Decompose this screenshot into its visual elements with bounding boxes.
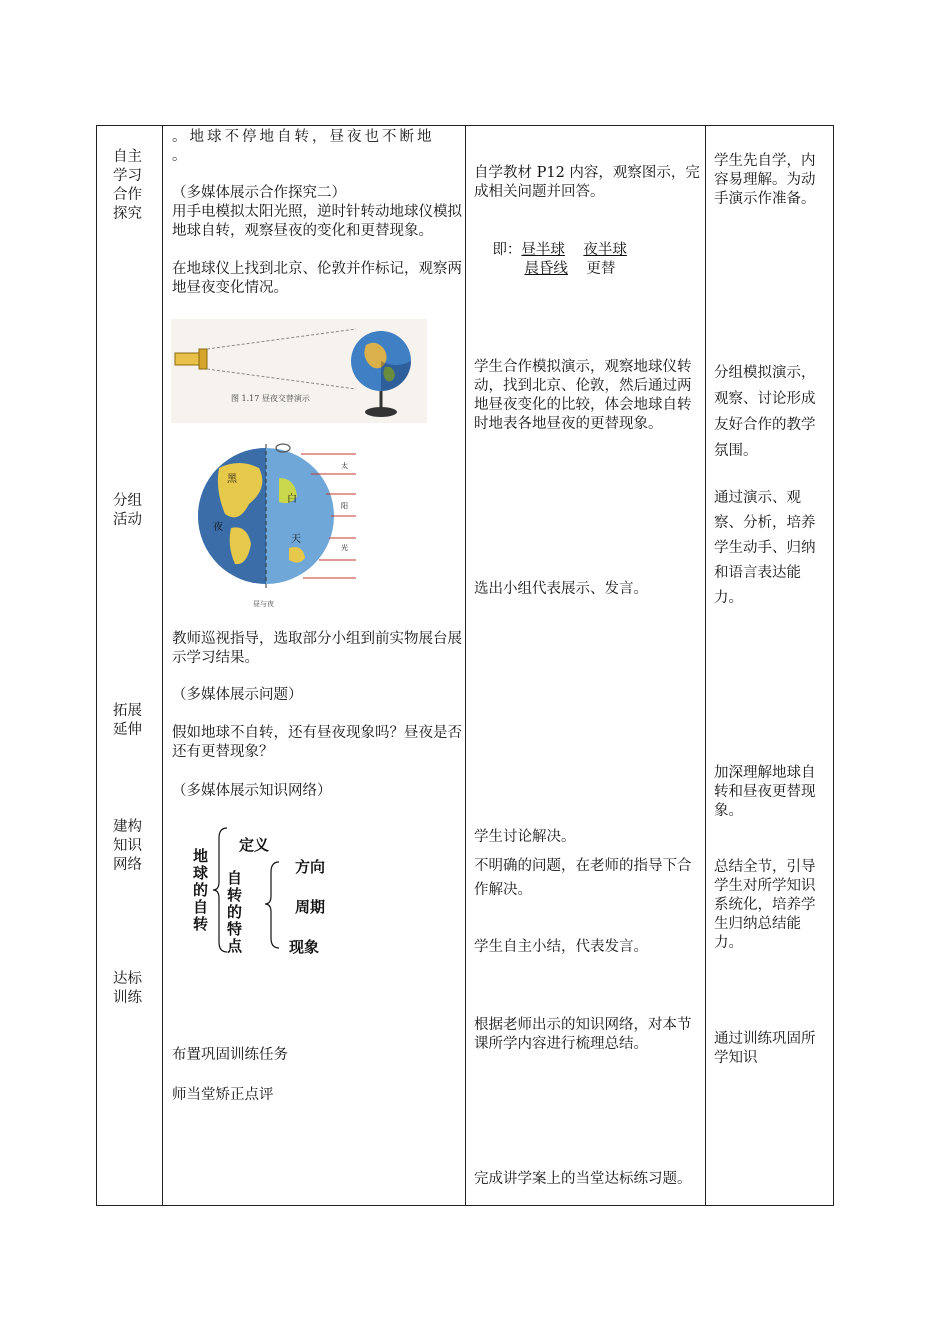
hemisphere-illustration bbox=[191, 438, 361, 610]
label-light: 光 bbox=[341, 544, 348, 552]
stage-extension: 拓展 延伸 bbox=[113, 703, 142, 738]
text-discussion: 学生讨论解决。 bbox=[474, 829, 576, 845]
figure-caption: 图 1.17 昼夜交替演示 bbox=[231, 394, 310, 403]
day-night-demo-figure bbox=[171, 319, 427, 423]
intent-skills: 通过演示、观察、分析，培养学生动手、归纳和语言表达能力。 bbox=[714, 490, 816, 606]
label-sunlight: 阳 bbox=[341, 502, 348, 510]
flashlight-globe-illustration bbox=[171, 319, 427, 423]
text-rotation: 。地球不停地自转，昼夜也不断地 bbox=[172, 129, 435, 145]
knowledge-mindmap bbox=[191, 826, 391, 956]
intent-self-study: 学生先自学，内容易理解。为动手演示作准备。 bbox=[714, 153, 816, 207]
label-night: 夜 bbox=[213, 522, 223, 533]
stage-training: 达标 训练 bbox=[113, 971, 142, 1006]
text-cooperate: 不明确的问题，在老师的指导下合作解决。 bbox=[474, 858, 692, 898]
text-teacher-review: 师当堂矫正点评 bbox=[172, 1087, 274, 1103]
text-exercise: 完成讲学案上的当堂达标练习题。 bbox=[474, 1171, 692, 1187]
intent-deepen: 加深理解地球自转和昼夜更替现象。 bbox=[714, 765, 816, 819]
mindmap-brace-2 bbox=[263, 860, 283, 952]
mindmap-phenomenon: 现象 bbox=[289, 938, 320, 956]
text-summary: 学生自主小结，代表发言。 bbox=[474, 939, 648, 955]
text-question: 假如地球不自转，还有昼夜现象吗？昼夜是否还有更替现象？ bbox=[172, 725, 462, 760]
text-self-study: 自学教材 P12 内容，观察图示，完成相关问题并回答。 bbox=[474, 165, 700, 200]
figure2-caption: 昼与夜 bbox=[253, 600, 274, 608]
media-knowledge-net: （多媒体展示知识网络） bbox=[172, 783, 332, 799]
text-group-demo: 学生合作模拟演示，观察地球仪转动，找到北京、伦敦，然后通过两地昼夜变化的比较，体会地球自转时地表各地昼夜的更替现象。 bbox=[474, 359, 692, 432]
label-dark: 黑 bbox=[227, 474, 237, 485]
text-assign-task: 布置巩固训练任务 bbox=[172, 1047, 288, 1063]
text-flashlight: 用手电模拟太阳光照，逆时针转动地球仪模拟地球自转，观察昼夜的变化和更替现象。 bbox=[172, 204, 462, 239]
stage-self-study: 自主 学习 合作 探究 bbox=[113, 149, 142, 222]
lesson-table bbox=[96, 125, 834, 1206]
label-day: 天 bbox=[291, 534, 301, 545]
intent-consolidate: 通过训练巩固所学知识 bbox=[714, 1031, 816, 1066]
mindmap-direction: 方向 bbox=[295, 858, 326, 876]
terms-line-2 bbox=[506, 241, 734, 298]
text-period: 。 bbox=[172, 148, 187, 164]
text-beijing-london: 在地球仪上找到北京、伦敦并作标记，观察两地昼夜变化情况。 bbox=[172, 261, 462, 296]
label-sun: 太 bbox=[341, 462, 348, 470]
mindmap-feature: 自转的特点 bbox=[227, 869, 243, 955]
term-alternation: 更替 bbox=[586, 261, 616, 277]
mindmap-period: 周期 bbox=[295, 898, 326, 916]
term-night-hemisphere: 夜半球 bbox=[583, 242, 627, 258]
text-organize: 根据老师出示的知识网络，对本节课所学内容进行梳理总结。 bbox=[474, 1017, 692, 1052]
intent-summarize: 总结全节，引导学生对所学知识系统化，培养学生归纳总结能力。 bbox=[714, 859, 816, 951]
day-night-hemisphere-figure bbox=[191, 438, 361, 610]
term-day-hemisphere: 昼半球 bbox=[521, 242, 565, 258]
label-white: 白 bbox=[287, 494, 297, 505]
intent-group: 分组模拟演示，观察、讨论形成友好合作的教学氛围。 bbox=[714, 365, 816, 459]
media-question: （多媒体展示问题） bbox=[172, 687, 303, 703]
mindmap-root: 地球的自转 bbox=[193, 847, 209, 933]
column-divider bbox=[162, 126, 163, 1205]
term-prefix: 即： bbox=[492, 242, 522, 258]
text-representative: 选出小组代表展示、发言。 bbox=[474, 581, 648, 597]
mindmap-definition: 定义 bbox=[239, 836, 270, 854]
text-teacher-guidance: 教师巡视指导，选取部分小组到前实物展台展示学习结果。 bbox=[172, 631, 462, 666]
stage-group-activity: 分组 活动 bbox=[113, 493, 142, 528]
stage-knowledge-network: 建构 知识 网络 bbox=[113, 819, 142, 873]
media-explore-2: （多媒体展示合作探究二） bbox=[172, 185, 346, 201]
column-divider bbox=[465, 126, 466, 1205]
term-terminator: 晨昏线 bbox=[524, 261, 568, 277]
